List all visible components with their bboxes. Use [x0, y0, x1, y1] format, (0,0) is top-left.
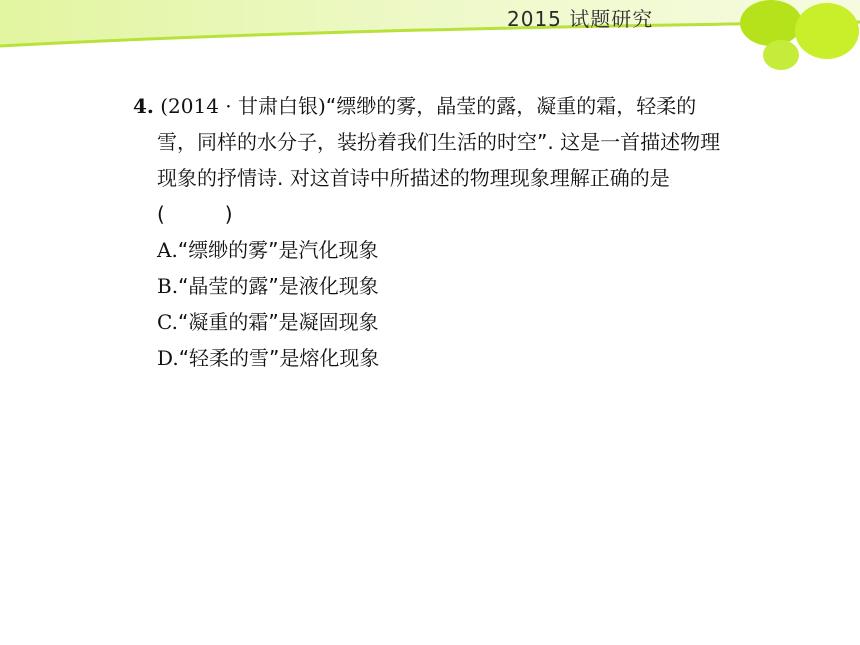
header-band	[0, 0, 860, 60]
question-stem	[133, 88, 733, 232]
decorative-bubble	[740, 0, 802, 46]
decorative-bubble	[763, 40, 799, 70]
option-letter: B.	[157, 274, 179, 298]
question-text: “缥缈的雾，晶莹的露，凝重的霜，轻柔的雪，同样的水分子，装扮着我们生活的时空”. 这是一首描述物理现象的抒情诗. 对这首诗中所描述的物理现象理解正确的是( )	[157, 94, 721, 226]
option-letter: C.	[157, 310, 178, 334]
option-list	[133, 232, 733, 376]
decorative-bubble	[795, 3, 859, 59]
option-letter: D.	[157, 346, 179, 370]
option-letter: A.	[157, 238, 178, 262]
question-source: (2014 · 甘肃白银)	[160, 94, 326, 118]
option-text: “凝重的霜”是凝固现象	[177, 310, 379, 334]
option-d[interactable]	[157, 340, 733, 376]
question-block	[133, 88, 733, 376]
header-title: 2015 试题研究	[507, 7, 654, 31]
option-a[interactable]	[157, 232, 733, 268]
option-text: “缥缈的雾”是汽化现象	[177, 238, 379, 262]
option-text: “晶莹的露”是液化现象	[178, 274, 379, 298]
option-c[interactable]	[157, 304, 733, 340]
option-text: “轻柔的雪”是熔化现象	[178, 346, 380, 370]
option-b[interactable]	[157, 268, 733, 304]
question-number: 4.	[133, 94, 154, 118]
